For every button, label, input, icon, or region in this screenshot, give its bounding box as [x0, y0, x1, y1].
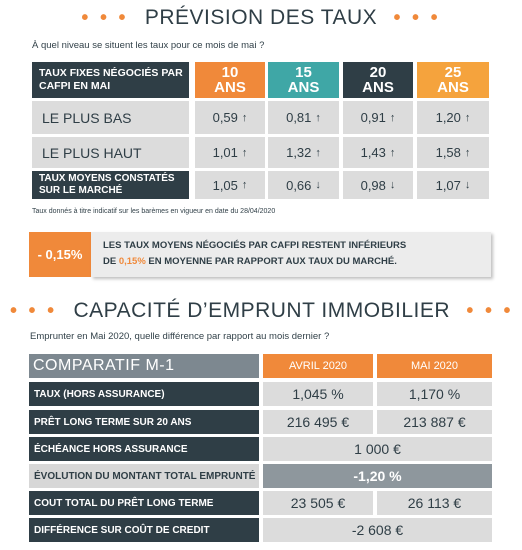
- arrow-up-icon: ↑: [389, 146, 396, 159]
- callout-line1: LES TAUX MOYENS NÉGOCIÉS PAR CAFPI RESTENT INFÉRIEURS: [103, 240, 407, 251]
- rate-value: 0,91: [360, 110, 386, 125]
- comparatif-row-label: TAUX (HORS ASSURANCE): [29, 382, 259, 406]
- rate-cell: [268, 171, 339, 199]
- rate-row-label-market: TAUX MOYENS CONSTATÉS SUR LE MARCHÉ: [32, 171, 189, 199]
- callout-line2-pre: DE: [103, 256, 119, 267]
- rate-cell: [343, 171, 413, 199]
- rate-value: 1,32: [286, 145, 312, 160]
- arrow-down-icon: ↓: [464, 179, 471, 191]
- duration-num: 25: [444, 64, 462, 81]
- section-title-text: CAPACITÉ D’EMPRUNT IMMOBILIER: [73, 299, 451, 322]
- rate-cell: [343, 137, 413, 168]
- comparatif-value: 216 495 €: [263, 410, 373, 434]
- rate-value: 0,81: [286, 110, 312, 125]
- comparatif-row-label: ÉCHÉANCE HORS ASSURANCE: [29, 437, 259, 461]
- rate-cell: [417, 137, 489, 168]
- rate-value: 1,07: [435, 177, 461, 193]
- section2-question: Emprunter en Mai 2020, quelle différence par rapport au mois dernier ?: [30, 331, 330, 342]
- rate-cell: [343, 101, 413, 134]
- duration-15: [268, 62, 339, 98]
- rate-row-label: LE PLUS BAS: [32, 101, 189, 134]
- arrow-up-icon: ↑: [315, 146, 321, 159]
- arrow-up-icon: ↑: [389, 111, 396, 124]
- rate-value: 1,01: [212, 145, 238, 160]
- section-title-capacite: [0, 299, 522, 323]
- callout-line2-post: EN MOYENNE PAR RAPPORT AUX TAUX DU MARCHÉ.: [145, 256, 397, 267]
- column-header-avril: AVRIL 2020: [263, 354, 373, 378]
- comparatif-value: 1,045 %: [263, 382, 373, 406]
- comparatif-row-label: PRÊT LONG TERME SUR 20 ANS: [29, 410, 259, 434]
- section1-question: À quel niveau se situent les taux pour ce mois de mai ?: [32, 40, 265, 51]
- arrow-up-icon: ↑: [241, 111, 248, 124]
- callout-badge: [29, 232, 91, 277]
- rate-cell: [195, 101, 265, 134]
- rate-value: 0,98: [360, 177, 386, 193]
- callout-line2: [103, 256, 397, 267]
- title-dots-left: • • •: [10, 300, 58, 322]
- rate-cell: [417, 101, 489, 134]
- section-title-prevision: [0, 6, 522, 30]
- rate-value: 1,43: [360, 145, 386, 160]
- rate-cell: [195, 137, 265, 168]
- comparatif-value: 26 113 €: [377, 491, 492, 515]
- duration-num: 10: [221, 64, 239, 81]
- comparatif-row-label: DIFFÉRENCE SUR COÛT DE CREDIT: [29, 518, 259, 542]
- duration-unit: ANS: [214, 79, 246, 96]
- comparatif-value: 23 505 €: [263, 491, 373, 515]
- duration-unit: ANS: [287, 79, 320, 96]
- comparatif-value: 213 887 €: [377, 410, 492, 434]
- section-title-text: PRÉVISION DES TAUX: [144, 6, 378, 29]
- rate-value: 1,20: [435, 110, 461, 125]
- rate-cell: [268, 101, 339, 134]
- comparatif-row-label: ÉVOLUTION DU MONTANT TOTAL EMPRUNTÉ: [29, 464, 259, 488]
- comparatif-header: COMPARATIF M-1: [29, 354, 259, 378]
- arrow-up-icon: ↑: [464, 146, 471, 159]
- arrow-up-icon: ↑: [464, 111, 471, 124]
- rate-value: 0,59: [212, 110, 238, 125]
- arrow-down-icon: ↓: [389, 179, 396, 191]
- callout-box: [91, 232, 491, 277]
- duration-10: [195, 62, 265, 98]
- duration-num: 15: [295, 64, 312, 81]
- comparatif-merged-value: -1,20 %: [263, 464, 492, 488]
- rate-cell: [417, 171, 489, 199]
- duration-25: [417, 62, 489, 98]
- rate-value: 1,58: [435, 145, 461, 160]
- arrow-up-icon: ↑: [241, 146, 248, 159]
- rate-row-label: LE PLUS HAUT: [32, 137, 189, 168]
- comparatif-merged-value: 1 000 €: [263, 437, 492, 461]
- duration-unit: ANS: [437, 79, 469, 96]
- comparatif-merged-value: -2 608 €: [263, 518, 492, 542]
- title-dots-right: • • •: [393, 7, 441, 29]
- duration-unit: ANS: [362, 79, 394, 96]
- title-dots-right: • • •: [466, 300, 514, 322]
- title-dots-left: • • •: [81, 7, 129, 29]
- duration-num: 20: [369, 64, 387, 81]
- arrow-down-icon: ↓: [315, 179, 321, 191]
- comparatif-row-label: COUT TOTAL DU PRÊT LONG TERME: [29, 491, 259, 515]
- rates-header-label: TAUX FIXES NÉGOCIÉS PAR CAFPI EN MAI: [32, 62, 189, 98]
- callout-highlight: 0,15%: [118, 256, 146, 267]
- rate-value: 0,66: [286, 177, 312, 193]
- comparatif-value: 1,170 %: [377, 382, 492, 406]
- rate-cell: [195, 171, 265, 199]
- arrow-up-icon: ↑: [315, 111, 321, 124]
- arrow-up-icon: ↑: [241, 179, 248, 191]
- callout-badge-text: - 0,15%: [37, 247, 83, 262]
- column-header-mai: MAI 2020: [377, 354, 492, 378]
- rates-footnote: Taux donnés à titre indicatif sur les barèmes en vigueur en date du 28/04/2020: [32, 208, 276, 215]
- duration-20: [343, 62, 413, 98]
- rate-value: 1,05: [212, 177, 238, 193]
- rate-cell: [268, 137, 339, 168]
